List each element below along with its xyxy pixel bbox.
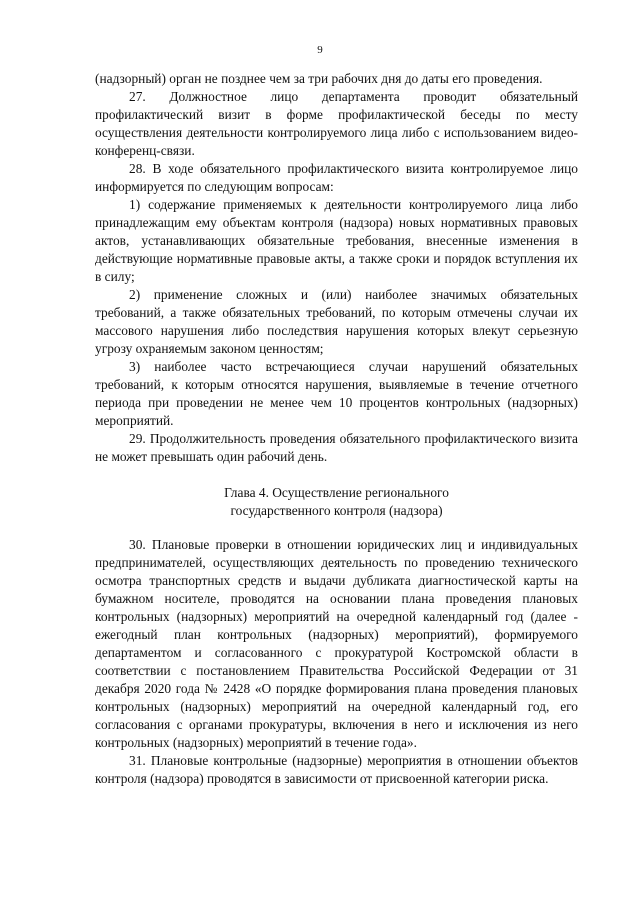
section-bottom [95, 536, 578, 788]
page-number: 9 [317, 44, 323, 56]
paragraph: 1) содержание применяемых к деятельности контролируемого лица либо принадлежащим ему объектам контроля (надзора) новых нормативных правовых актов, устанавливающих обязательные требования, внесенные изменения в действующие нормативные правовые акты, а также сроки и порядок вступления их в силу; [95, 197, 578, 284]
chapter-heading-line2: государственного контроля (надзора) [230, 503, 443, 518]
paragraph: 30. Плановые проверки в отношении юридических лиц и индивидуальных предпринимателей, осуществляющих деятельность по проведению технического осмотра транспортных средств и выдачи дубликата диагностической карты на бумажном носителе, проводятся на основании плана проведения плановых контрольных (надзорных) мероприятий на очередной календарный год (далее - ежегодный план контрольных (надзорных) мероприятий), формируемого департаментом и согласованного с прокуратурой Костромской области в соответствии с постановлением Правительства Российской Федерации от 31 декабря 2020 года № 2428 «О порядке формирования плана проведения плановых контрольных (надзорных) мероприятий на очередной календарный год, его согласования с органами прокуратуры, включения в него и исключения из него контрольных (надзорных) мероприятий в течение года». [95, 537, 578, 750]
paragraph: (надзорный) орган не позднее чем за три рабочих дня до даты его проведения. [95, 71, 543, 86]
paragraph: 2) применение сложных и (или) наиболее значимых обязательных требований, а также обязательных требований, по которым отмечены случаи их массового нарушения либо последствия нарушения которых влекут серьезную угрозу охраняемым законом ценностям; [95, 287, 578, 356]
paragraph: 28. В ходе обязательного профилактического визита контролируемое лицо информируется по следующим вопросам: [95, 161, 578, 194]
paragraph: 31. Плановые контрольные (надзорные) мероприятия в отношении объектов контроля (надзора) проводятся в зависимости от присвоенной категории риска. [95, 753, 578, 786]
section-top [95, 70, 578, 466]
chapter-heading [95, 484, 578, 520]
paragraph: 3) наиболее часто встречающиеся случаи нарушений обязательных требований, к которым относятся нарушения, выявляемые в течение отчетного периода при проведении не менее чем 10 процентов контрольных (надзорных) мероприятий. [95, 359, 578, 428]
document-body [95, 70, 578, 788]
chapter-heading-line1: Глава 4. Осуществление регионального [224, 485, 449, 500]
paragraph: 29. Продолжительность проведения обязательного профилактического визита не может превышать один рабочий день. [95, 431, 578, 464]
paragraph: 27. Должностное лицо департамента проводит обязательный профилактический визит в форме профилактической беседы по месту осуществления деятельности контролируемого лица либо с использованием видео-конференц-связи. [95, 89, 578, 158]
